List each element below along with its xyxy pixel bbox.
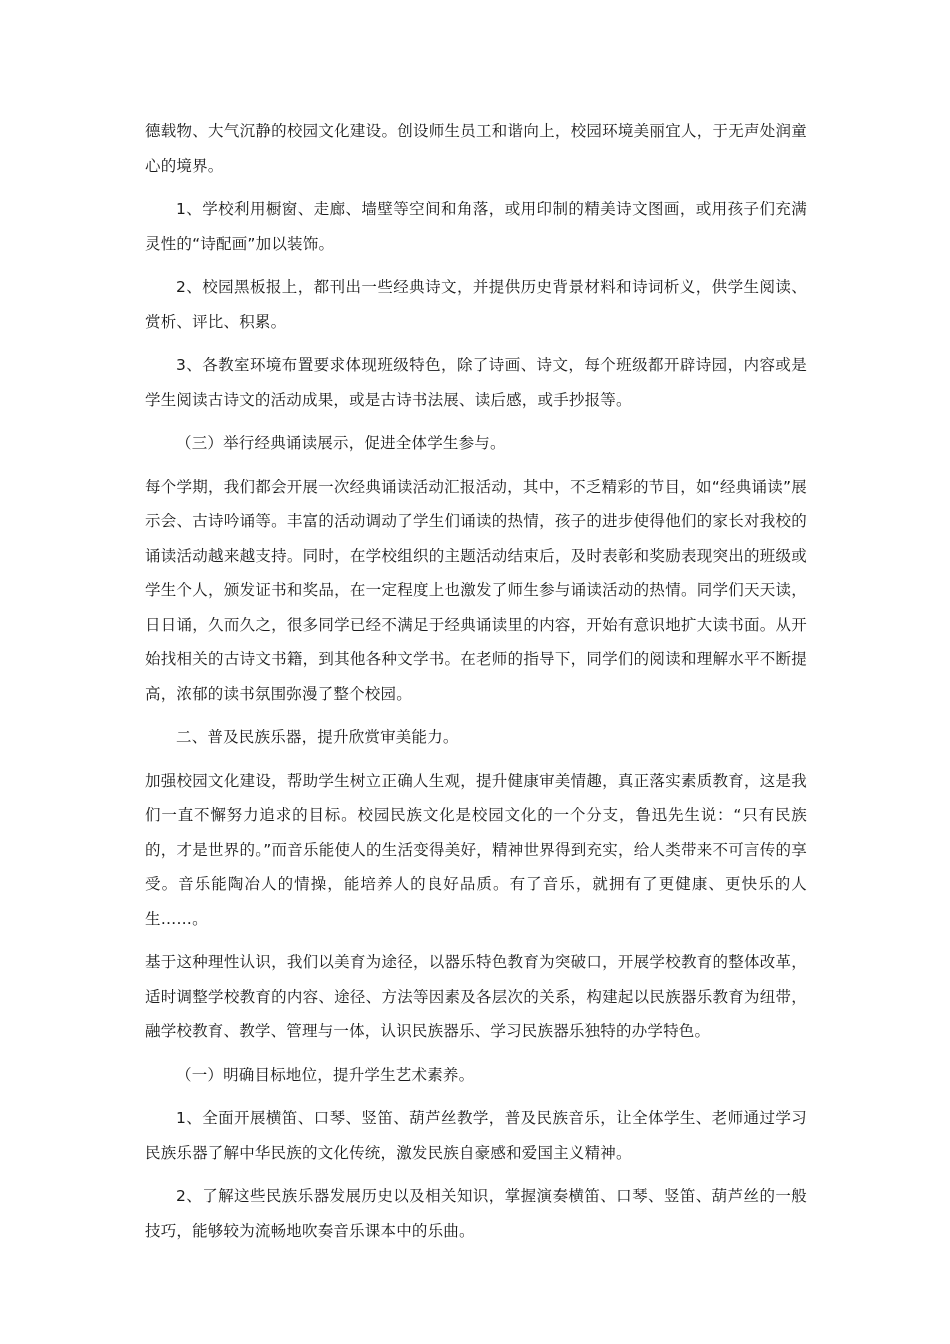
paragraph-5: 每个学期，我们都会开展一次经典诵读活动汇报活动，其中，不乏精彩的节目，如“经典诵读”展示会、古诗吟诵等。丰富的活动调动了学生们诵读的热情，孩子的进步使得他们的家长对我校的诵读活动越来越支持。同时，在学校组织的主题活动结束后，及时表彰和奖励表现突出的班级或学生个人，颁发证书和奖品，在一定程度上也激发了师生参与诵读活动的热情。同学们天天读，日日诵，久而久之，很多同学已经不满足于经典诵读里的内容，开始有意识地扩大读书面。从开始找相关的古诗文书籍，到其他各种文学书。在老师的指导下，同学们的阅读和理解水平不断提高，浓郁的读书氛围弥漫了整个校园。 (145, 477, 807, 703)
paragraph-11: 2、了解这些民族乐器发展历史以及相关知识，掌握演奏横笛、口琴、竖笛、葫芦丝的一般技巧，能够较为流畅地吹奏音乐课本中的乐曲。 (145, 1187, 807, 1240)
section-heading-1: （一）明确目标地位，提升学生艺术素养。 (176, 1065, 475, 1084)
section-heading-2: 二、普及民族乐器，提升欣赏审美能力。 (176, 728, 459, 746)
paragraph-8: 基于这种理性认识，我们以美育为途径，以器乐特色教育为突破口，开展学校教育的整体改革，适时调整学校教育的内容、途径、方法等因素及各层次的关系，构建起以民族器乐教育为纽带，融学校教育、教学、管理与一体，认识民族器乐、学习民族器乐独特的办学特色。 (145, 953, 807, 1040)
paragraph-0: 德载物、大气沉静的校园文化建设。创设师生员工和谐向上，校园环境美丽宜人，于无声处润童心的境界。 (145, 122, 807, 175)
paragraph-1: 1、学校利用橱窗、走廊、墙壁等空间和角落，或用印制的精美诗文图画，或用孩子们充满灵性的“诗配画”加以装饰。 (145, 200, 807, 253)
paragraph-3: 3、各教室环境布置要求体现班级特色，除了诗画、诗文，每个班级都开辟诗园，内容或是学生阅读古诗文的活动成果，或是古诗书法展、读后感，或手抄报等。 (145, 356, 807, 409)
document-page (145, 114, 807, 1257)
paragraph-7: 加强校园文化建设，帮助学生树立正确人生观，提升健康审美情趣，真正落实素质教育，这是我们一直不懈努力追求的目标。校园民族文化是校园文化的一个分支，鲁迅先生说：“只有民族的，才是世界的。”而音乐能使人的生活变得美好，精神世界得到充实，给人类带来不可言传的享受。音乐能陶冶人的情操，能培养人的良好品质。有了音乐，就拥有了更健康、更快乐的人生……。 (145, 771, 807, 928)
paragraph-10: 1、全面开展横笛、口琴、竖笛、葫芦丝教学，普及民族音乐，让全体学生、老师通过学习民族乐器了解中华民族的文化传统，激发民族自豪感和爱国主义精神。 (145, 1109, 807, 1162)
section-heading-3: （三）举行经典诵读展示，促进全体学生参与。 (176, 434, 506, 452)
paragraph-2: 2、校园黑板报上，都刊出一些经典诗文，并提供历史背景材料和诗词析义，供学生阅读、赏析、评比、积累。 (145, 278, 807, 331)
